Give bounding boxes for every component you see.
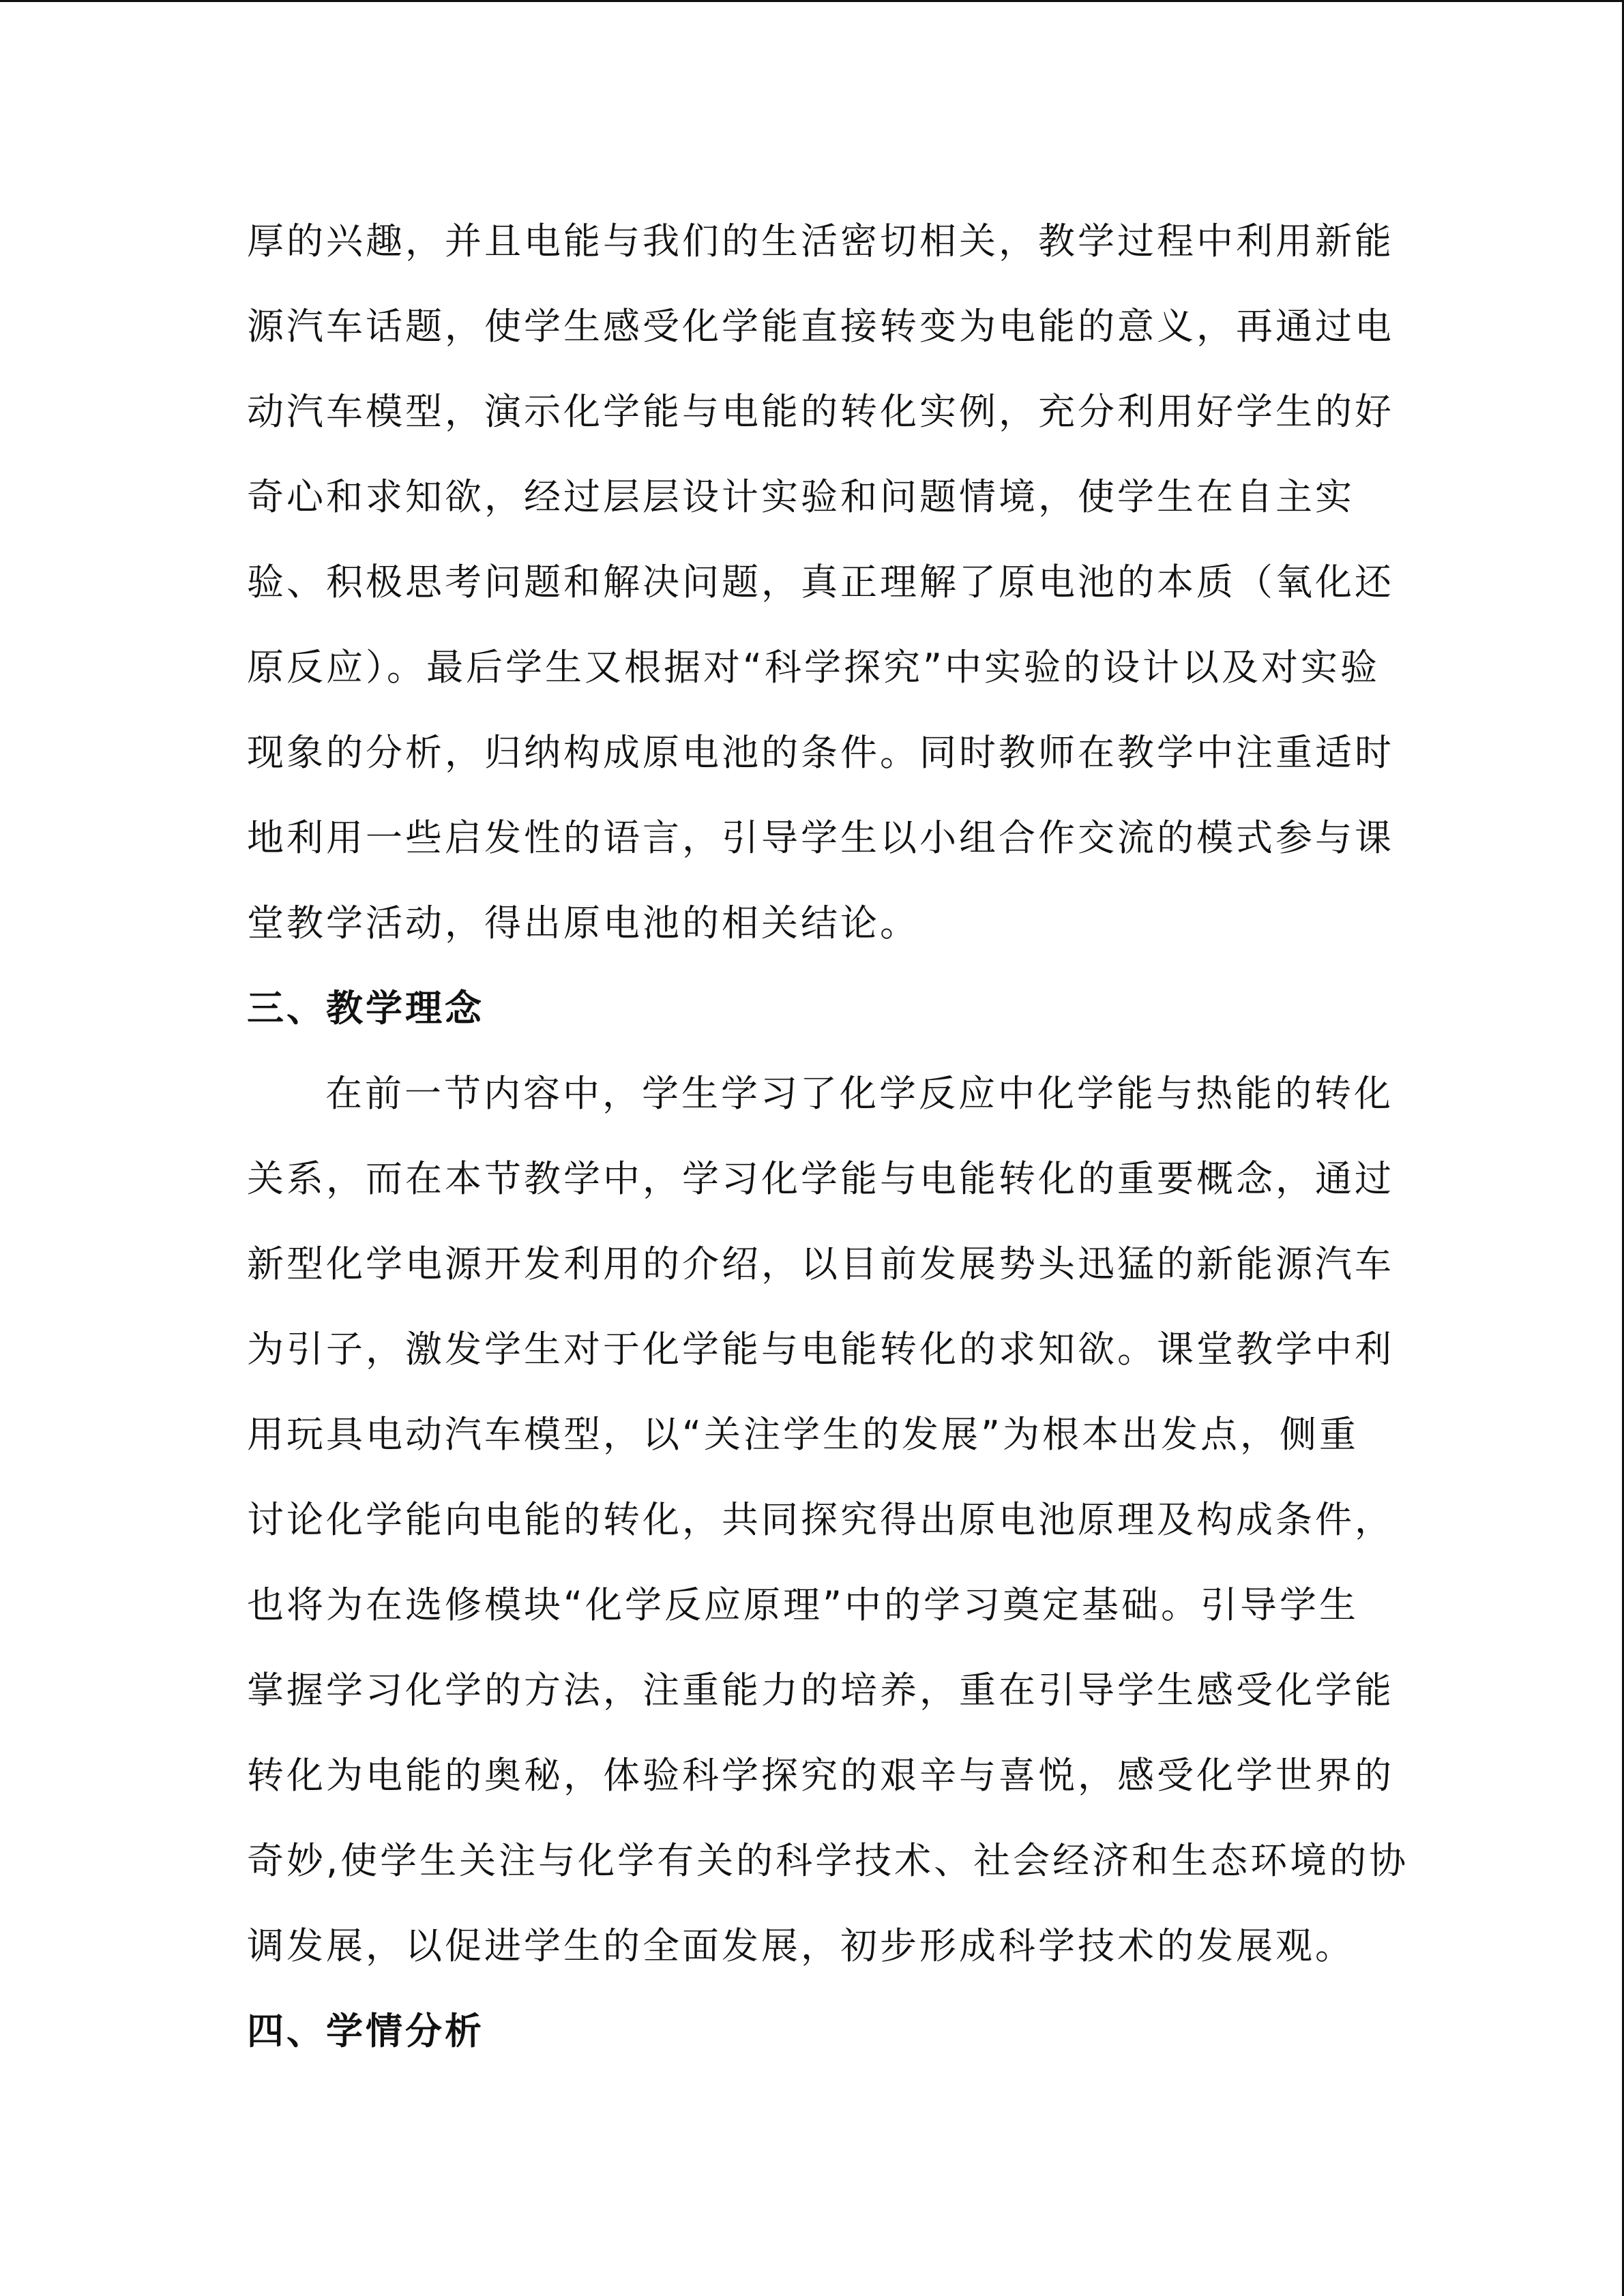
paragraph-line: 掌握学习化学的方法，注重能力的培养，重在引导学生感受化学能 — [247, 1669, 1394, 1712]
paragraph-line: 动汽车模型，演示化学能与电能的转化实例，充分利用好学生的好 — [247, 390, 1394, 433]
paragraph-line: 转化为电能的奥秘，体验科学探究的艰辛与喜悦，感受化学世界的 — [247, 1754, 1394, 1797]
section-heading-learner-analysis: 四、学情分析 — [247, 2010, 484, 2053]
paragraph-line: 验、积极思考问题和解决问题，真正理解了原电池的本质（氧化还 — [247, 561, 1394, 603]
document-body — [247, 215, 1409, 2091]
top-border-line — [0, 0, 1624, 2]
paragraph-line: 堂教学活动，得出原电池的相关结论。 — [247, 901, 919, 944]
paragraph-line: 讨论化学能向电能的转化，共同探究得出原电池原理及构成条件， — [247, 1498, 1394, 1541]
paragraph-line: 源汽车话题，使学生感受化学能直接转变为电能的意义，再通过电 — [247, 305, 1394, 348]
paragraph-line: 地利用一些启发性的语言，引导学生以小组合作交流的模式参与课 — [247, 816, 1394, 859]
section-heading-teaching-philosophy: 三、教学理念 — [247, 987, 484, 1030]
paragraph-line: 奇心和求知欲，经过层层设计实验和问题情境，使学生在自主实 — [247, 475, 1355, 518]
paragraph-line: 用玩具电动汽车模型，以“关注学生的发展”为根本出发点，侧重 — [247, 1413, 1359, 1456]
paragraph-line: 现象的分析，归纳构成原电池的条件。同时教师在教学中注重适时 — [247, 731, 1394, 774]
paragraph-line: 新型化学电源开发利用的介绍，以目前发展势头迅猛的新能源汽车 — [247, 1242, 1394, 1285]
paragraph-line: 也将为在选修模块“化学反应原理”中的学习奠定基础。引导学生 — [247, 1583, 1359, 1626]
paragraph-line: 奇妙,使学生关注与化学有关的科学技术、社会经济和生态环境的协 — [247, 1839, 1409, 1882]
paragraph-line: 原反应）。最后学生又根据对“科学探究”中实验的设计以及对实验 — [247, 646, 1380, 689]
paragraph-line: 关系，而在本节教学中，学习化学能与电能转化的重要概念，通过 — [247, 1157, 1394, 1200]
paragraph-line: 调发展，以促进学生的全面发展，初步形成科学技术的发展观。 — [247, 1924, 1355, 1967]
paragraph-line: 为引子，激发学生对于化学能与电能转化的求知欲。课堂教学中利 — [247, 1328, 1394, 1371]
paragraph-line: 厚的兴趣，并且电能与我们的生活密切相关，教学过程中利用新能 — [247, 220, 1394, 263]
paragraph-first-line: 在前一节内容中，学生学习了化学反应中化学能与热能的转化 — [325, 1072, 1393, 1115]
